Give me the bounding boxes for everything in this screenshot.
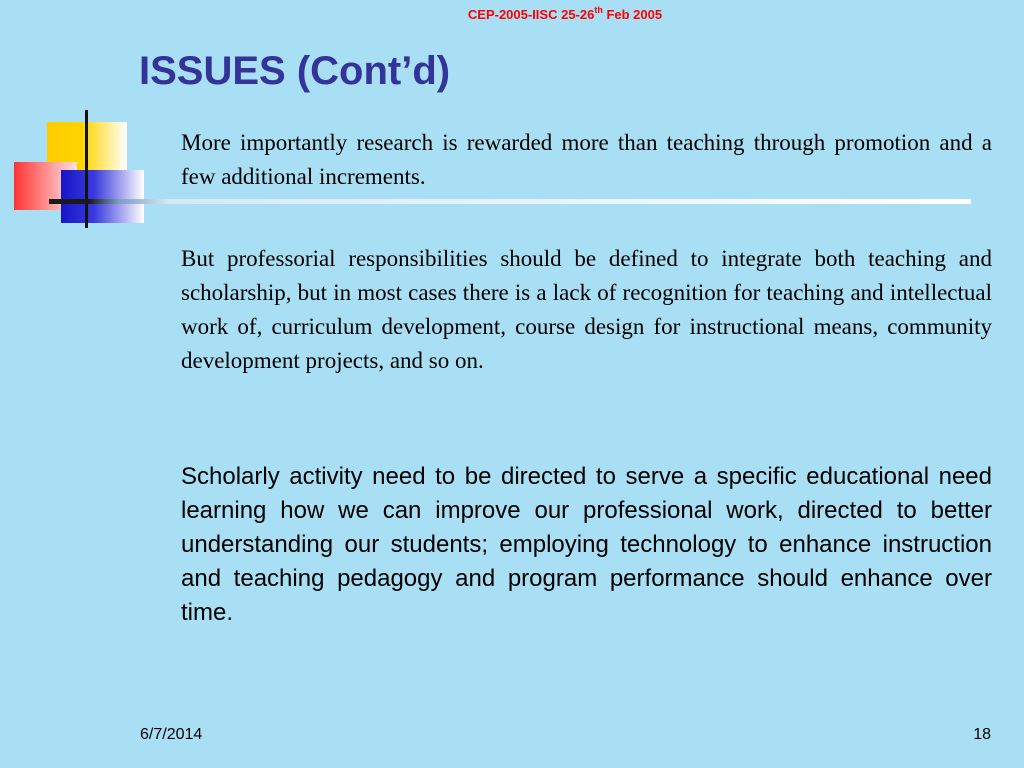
decorative-blue-square <box>61 170 144 223</box>
slide-title: ISSUES (Cont’d) <box>139 49 451 93</box>
header-reference <box>0 6 1024 24</box>
body-paragraph-1: More importantly research is rewarded more than teaching through promotion and a few additional increments. <box>181 130 992 189</box>
title-underline-rule <box>49 199 971 204</box>
header-reference-prefix: CEP-2005-IISC 25-26 <box>467 7 595 22</box>
decorative-vertical-line <box>85 110 88 228</box>
header-reference-suffix: Feb 2005 <box>602 7 663 22</box>
body-paragraph-2: But professorial responsibilities should be defined to integrate both teaching and scholarship, but in most cases there is a lack of recognition for teaching and intellectual work of, curriculum development, course design for instructional means, community development projects, and so on. <box>181 246 992 373</box>
footer-date: 6/7/2014 <box>140 726 203 743</box>
header-reference-superscript: th <box>594 5 603 15</box>
slide-number: 18 <box>973 726 991 743</box>
body-paragraph-3: Scholarly activity need to be directed to serve a specific educational need learning how we can improve our professional work, directed to better understanding our students; employing technology to enhance instruction and teaching pedagogy and program performance should enhance over time. <box>181 463 992 626</box>
